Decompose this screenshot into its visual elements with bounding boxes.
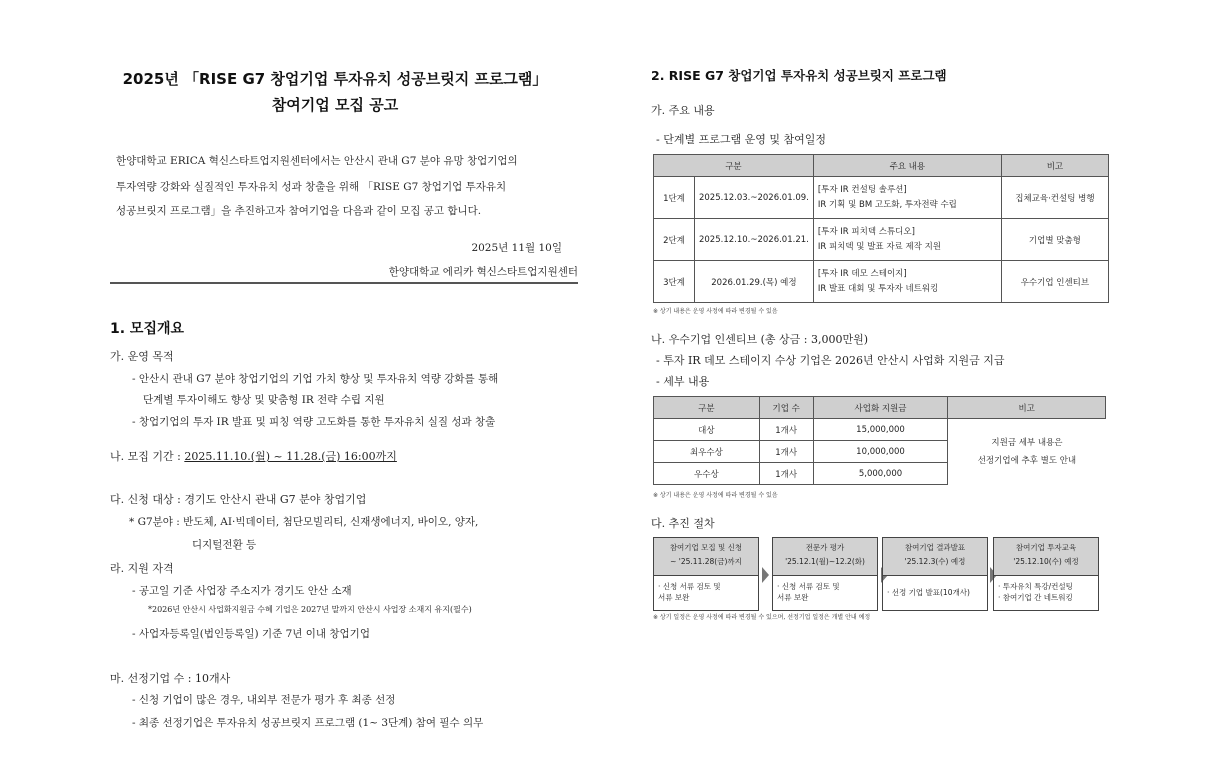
step-date: ~ '25.11.28(금)까지 (670, 557, 742, 566)
column-header: 기업 수 (759, 397, 813, 419)
step-detail: · 선정 기업 발표(10개사) (887, 588, 970, 597)
procedure-note: ※ 상기 일정은 운영 사정에 따라 변경될 수 있으며, 선정기업 일정은 개별 안내 예정 (653, 614, 871, 621)
column-header: 주요 내용 (813, 155, 1001, 177)
step-detail: 서류 보완 (658, 593, 690, 602)
step-header (773, 538, 877, 576)
eligibility-note: *2026년 안산시 사업화지원금 수혜 기업은 2027년 말까지 안산시 사업장 소재지 유지(필수) (148, 605, 472, 614)
step-title: 참여기업 투자교육 (1015, 543, 1077, 552)
step-date: '25.12.3(수) 예정 (904, 557, 966, 566)
step-title: 참여기업 결과발표 (904, 543, 966, 552)
step-detail: · 투자유치 특강/컨설팅 (998, 582, 1073, 591)
content-title: [투자 IR 데모 스테이지] (817, 268, 907, 279)
step-detail: · 신청 서류 검토 및 (777, 582, 840, 591)
step-body (994, 576, 1098, 610)
intro-line: 투자역량 강화와 실질적인 투자유치 성과 창출을 위해 「RISE G7 창업기업 투자유치 (116, 181, 507, 193)
merged-note-cell (948, 419, 1106, 485)
award-cell: 최우수상 (654, 441, 760, 463)
content-desc: IR 피치덱 및 발표 자료 제작 지원 (817, 241, 942, 252)
count-cell: 1개사 (759, 441, 813, 463)
step-body (773, 576, 877, 610)
divider (110, 282, 578, 284)
step-body (883, 576, 987, 610)
step-date: '25.12.10(수) 예정 (1013, 557, 1079, 566)
procedure-step (653, 537, 759, 611)
count-cell: 1개사 (759, 419, 813, 441)
selection-line: - 최종 선정기업은 투자유치 성공브릿지 프로그램 (1~ 3단계) 참여 필수 의무 (132, 717, 484, 729)
period-label: 나. 모집 기간 : (110, 450, 185, 463)
step-detail: · 신청 서류 검토 및 (658, 582, 721, 591)
step-date: '25.12.1(월)~12.2(화) (785, 557, 865, 566)
notice-org: 한양대학교 에리카 혁신스타트업지원센터 (388, 266, 578, 278)
table-row (654, 419, 1106, 441)
note-cell: 집체교육·컨설팅 병행 (1001, 177, 1108, 219)
award-cell: 우수상 (654, 463, 760, 485)
eligibility-line: - 사업자등록일(법인등록일) 기준 7년 이내 창업기업 (132, 628, 370, 640)
intro-line: 성공브릿지 프로그램」을 추진하고자 참여기업을 다음과 같이 모집 공고 합니다. (116, 205, 482, 217)
eligibility-title: 라. 지원 자격 (110, 562, 174, 575)
table-note: ※ 상기 내용은 운영 사정에 따라 변경될 수 있음 (653, 492, 778, 499)
column-header: 비고 (1001, 155, 1108, 177)
stage-table (653, 154, 1109, 303)
selection-line: - 신청 기업이 많은 경우, 내외부 전문가 평가 후 최종 선정 (132, 694, 396, 706)
date-cell: 2026.01.29.(목) 예정 (694, 261, 813, 303)
column-header: 사업화 지원금 (813, 397, 948, 419)
step-body (654, 576, 758, 610)
content-cell (813, 261, 1001, 303)
date-cell: 2025.12.03.~2026.01.09. (694, 177, 813, 219)
section2-heading: 2. RISE G7 창업기업 투자유치 성공브릿지 프로그램 (651, 68, 947, 83)
arrow-right-icon (762, 567, 769, 583)
table-header (654, 155, 1109, 177)
purpose-line: 단계별 투자이해도 향상 및 맞춤형 IR 전략 수립 지원 (143, 394, 385, 406)
period-row (110, 448, 397, 464)
notice-title-line1: 2025년 「RISE G7 창업기업 투자유치 성공브릿지 프로그램」 (122, 70, 548, 88)
content-title: [투자 IR 컨설팅 솔루션] (817, 184, 907, 195)
column-header: 구분 (654, 397, 760, 419)
step-detail: · 참여기업 간 네트워킹 (998, 593, 1073, 602)
award-cell: 대상 (654, 419, 760, 441)
selection-title: 마. 선정기업 수 : 10개사 (110, 672, 231, 685)
eligibility-line: - 공고일 기준 사업장 주소지가 경기도 안산 소재 (132, 585, 352, 597)
note-cell: 기업별 맞춤형 (1001, 219, 1108, 261)
notice-date: 2025년 11월 10일 (471, 242, 562, 254)
count-cell: 1개사 (759, 463, 813, 485)
amount-cell: 5,000,000 (813, 463, 948, 485)
incentive-table (653, 396, 1106, 485)
step-title: 전문가 평가 (805, 543, 845, 552)
incentive-line: - 세부 내용 (656, 375, 710, 388)
content-title: [투자 IR 피치덱 스튜디오] (817, 226, 915, 237)
section1-heading: 1. 모집개요 (110, 321, 185, 337)
g7-line: * G7분야 : 반도체, AI·빅데이터, 첨단모빌리티, 신재생에너지, 바이오, 양자, (129, 516, 479, 528)
content-cell (813, 219, 1001, 261)
step-title: 참여기업 모집 및 신청 (669, 543, 743, 552)
procedure-step (993, 537, 1099, 611)
content-sub: - 단계별 프로그램 운영 및 참여일정 (656, 133, 826, 146)
table-note: ※ 상기 내용은 운영 사정에 따라 변경될 수 있음 (653, 308, 778, 315)
stage-cell: 3단계 (654, 261, 695, 303)
step-header (883, 538, 987, 576)
purpose-line: - 창업기업의 투자 IR 발표 및 피칭 역량 고도화를 통한 투자유치 실질 성과 창출 (132, 416, 496, 428)
amount-cell: 15,000,000 (813, 419, 948, 441)
procedure-title: 다. 추진 절차 (651, 517, 715, 530)
purpose-title: 가. 운영 목적 (110, 350, 174, 363)
stage-cell: 2단계 (654, 219, 695, 261)
g7-line: 디지털전환 등 (192, 539, 257, 551)
content-desc: IR 발표 대회 및 투자자 네트워킹 (817, 283, 939, 294)
merged-note: 지원금 세부 내용은 (991, 437, 1063, 448)
amount-cell: 10,000,000 (813, 441, 948, 463)
column-header: 비고 (948, 397, 1106, 419)
step-header (654, 538, 758, 576)
content-desc: IR 기획 및 BM 고도화, 투자전략 수립 (817, 199, 957, 210)
intro-line: 한양대학교 ERICA 혁신스타트업지원센터에서는 안산시 관내 G7 분야 유망 창업기업의 (116, 155, 518, 167)
content-cell (813, 177, 1001, 219)
merged-note: 선정기업에 추후 별도 안내 (977, 455, 1077, 466)
target-title: 다. 신청 대상 : 경기도 안산시 관내 G7 분야 창업기업 (110, 493, 367, 506)
procedure-step (772, 537, 878, 611)
step-detail: 서류 보완 (777, 593, 809, 602)
table-row (654, 219, 1109, 261)
stage-cell: 1단계 (654, 177, 695, 219)
incentive-line: - 투자 IR 데모 스테이지 수상 기업은 2026년 안산시 사업화 지원금 지급 (656, 354, 1005, 367)
date-cell: 2025.12.10.~2026.01.21. (694, 219, 813, 261)
purpose-line: - 안산시 관내 G7 분야 창업기업의 기업 가치 향상 및 투자유치 역량 강화를 통해 (132, 373, 499, 385)
table-header (654, 397, 1106, 419)
table-row (654, 177, 1109, 219)
content-title: 가. 주요 내용 (651, 104, 715, 117)
incentive-title: 나. 우수기업 인센티브 (총 상금 : 3,000만원) (651, 333, 869, 346)
note-cell: 우수기업 인센티브 (1001, 261, 1108, 303)
procedure-step (882, 537, 988, 611)
column-header: 구분 (654, 155, 814, 177)
period-value: 2025.11.10.(월) ~ 11.28.(금) 16:00까지 (184, 450, 397, 463)
table-row (654, 261, 1109, 303)
notice-title-line2: 참여기업 모집 공고 (271, 96, 399, 114)
step-header (994, 538, 1098, 576)
